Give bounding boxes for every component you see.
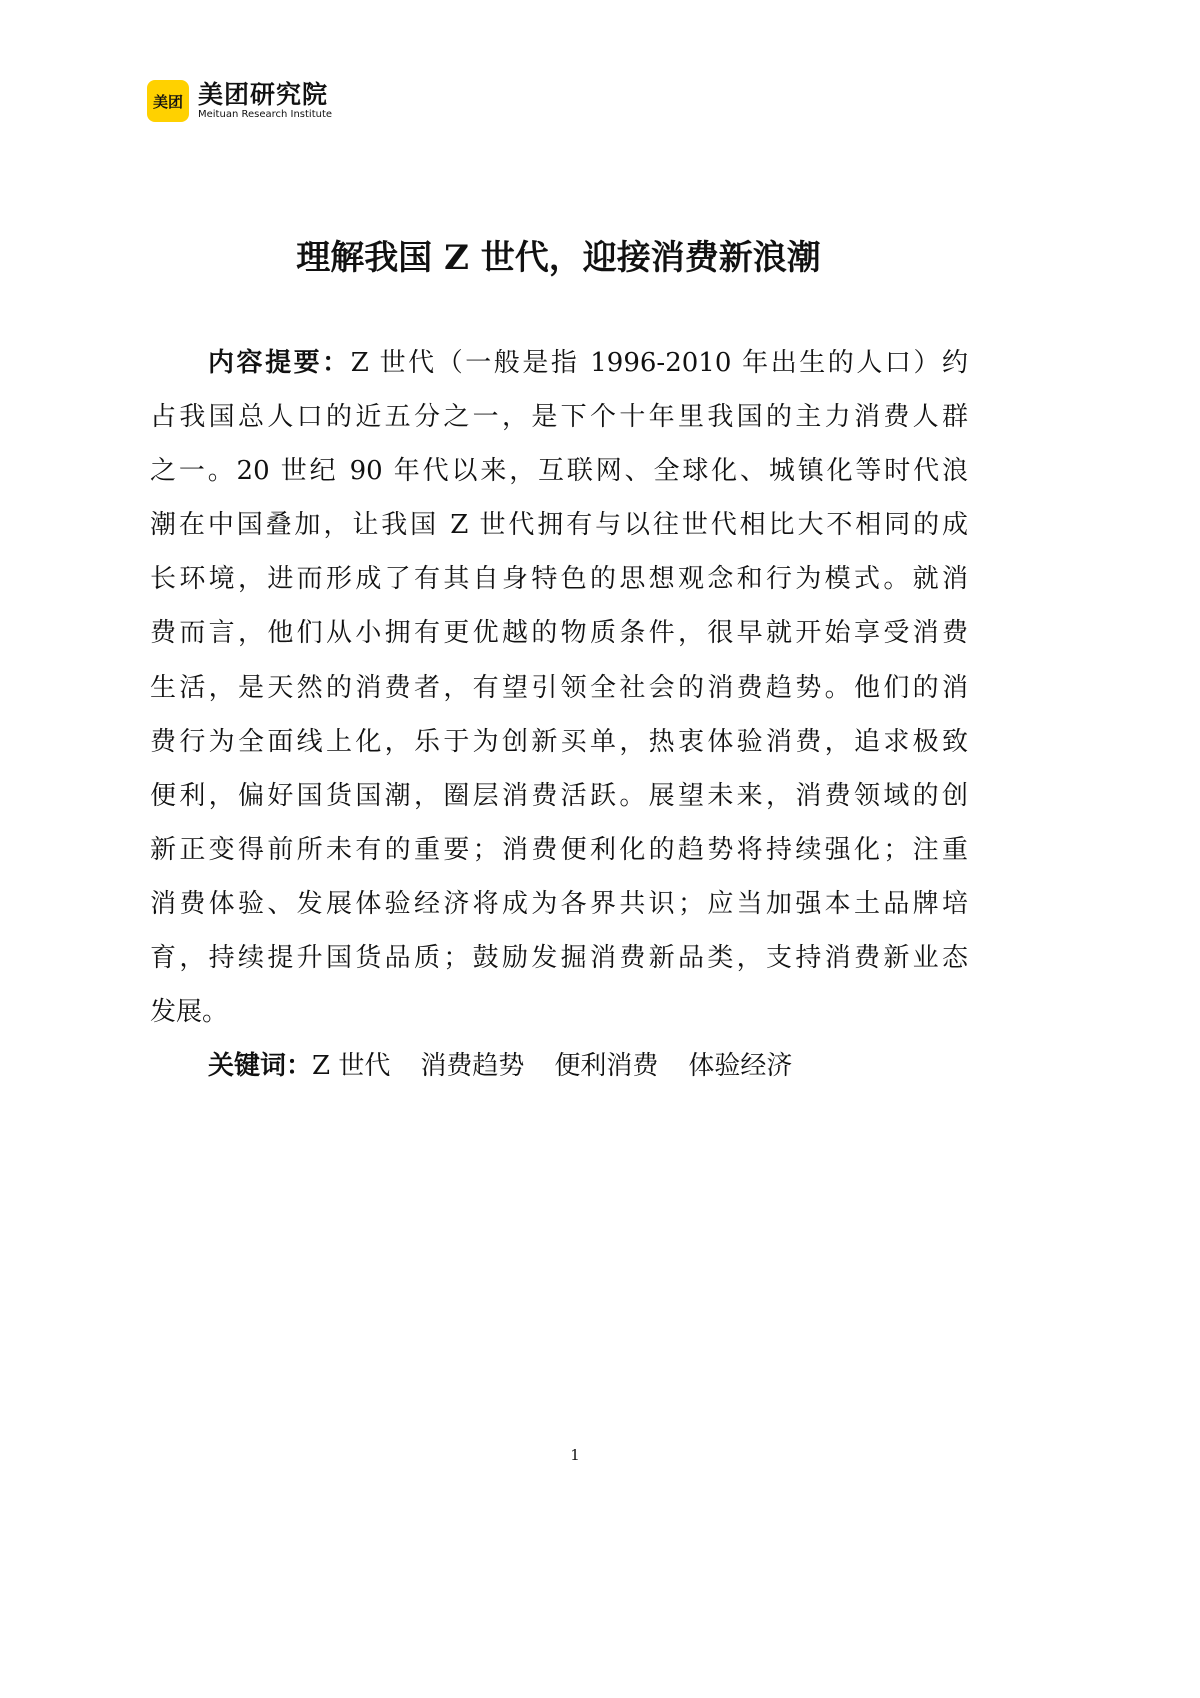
keyword: 消费趋势 [420,1051,525,1082]
keyword: 体验经济 [688,1051,793,1082]
logo-chinese-name: 美团研究院 [198,80,329,109]
meituan-research-logo [147,80,332,122]
abstract-line: 消费体验、发展体验经济将成为各界共识；应当加强本土品牌培 [150,888,968,919]
abstract [150,340,968,1097]
abstract-line: 之一。20 世纪 90 年代以来，互联网、全球化、城镇化等时代浪 [150,456,968,487]
abstract-line: 生活，是天然的消费者，有望引领全社会的消费趋势。他们的消 [150,672,968,703]
keywords-label: 关键词： [208,1051,313,1082]
abstract-line: 发展。 [150,997,229,1028]
abstract-line: 潮在中国叠加，让我国 Z 世代拥有与以往世代相比大不相同的成 [150,510,968,541]
keywords [150,1043,968,1097]
abstract-line: 内容提要：Z 世代（一般是指 1996-2010 年出生的人口）约 [208,348,968,378]
keyword: 便利消费 [554,1051,659,1082]
document-title: 理解我国 Z 世代，迎接消费新浪潮 [296,238,821,278]
abstract-line: 费而言，他们从小拥有更优越的物质条件，很早就开始享受消费 [150,618,968,649]
abstract-line: 长环境，进而形成了有其自身特色的思想观念和行为模式。就消 [150,564,968,595]
abstract-line: 育，持续提升国货品质；鼓励发掘消费新品类，支持消费新业态 [150,943,968,974]
logo-english-name: Meituan Research Institute [198,109,333,120]
abstract-line: 便利，偏好国货国潮，圈层消费活跃。展望未来，消费领域的创 [150,780,968,811]
abstract-label: 内容提要： [208,348,351,378]
meituan-logo-icon: 美团 [147,80,189,122]
abstract-line: 占我国总人口的近五分之一，是下个十年里我国的主力消费人群 [150,402,968,433]
keyword: Z 世代 [312,1051,391,1082]
page-number: 1 [570,1446,580,1464]
abstract-line: 费行为全面线上化，乐于为创新买单，热衷体验消费，追求极致 [150,726,968,757]
abstract-line: 新正变得前所未有的重要；消费便利化的趋势将持续强化；注重 [150,834,968,865]
